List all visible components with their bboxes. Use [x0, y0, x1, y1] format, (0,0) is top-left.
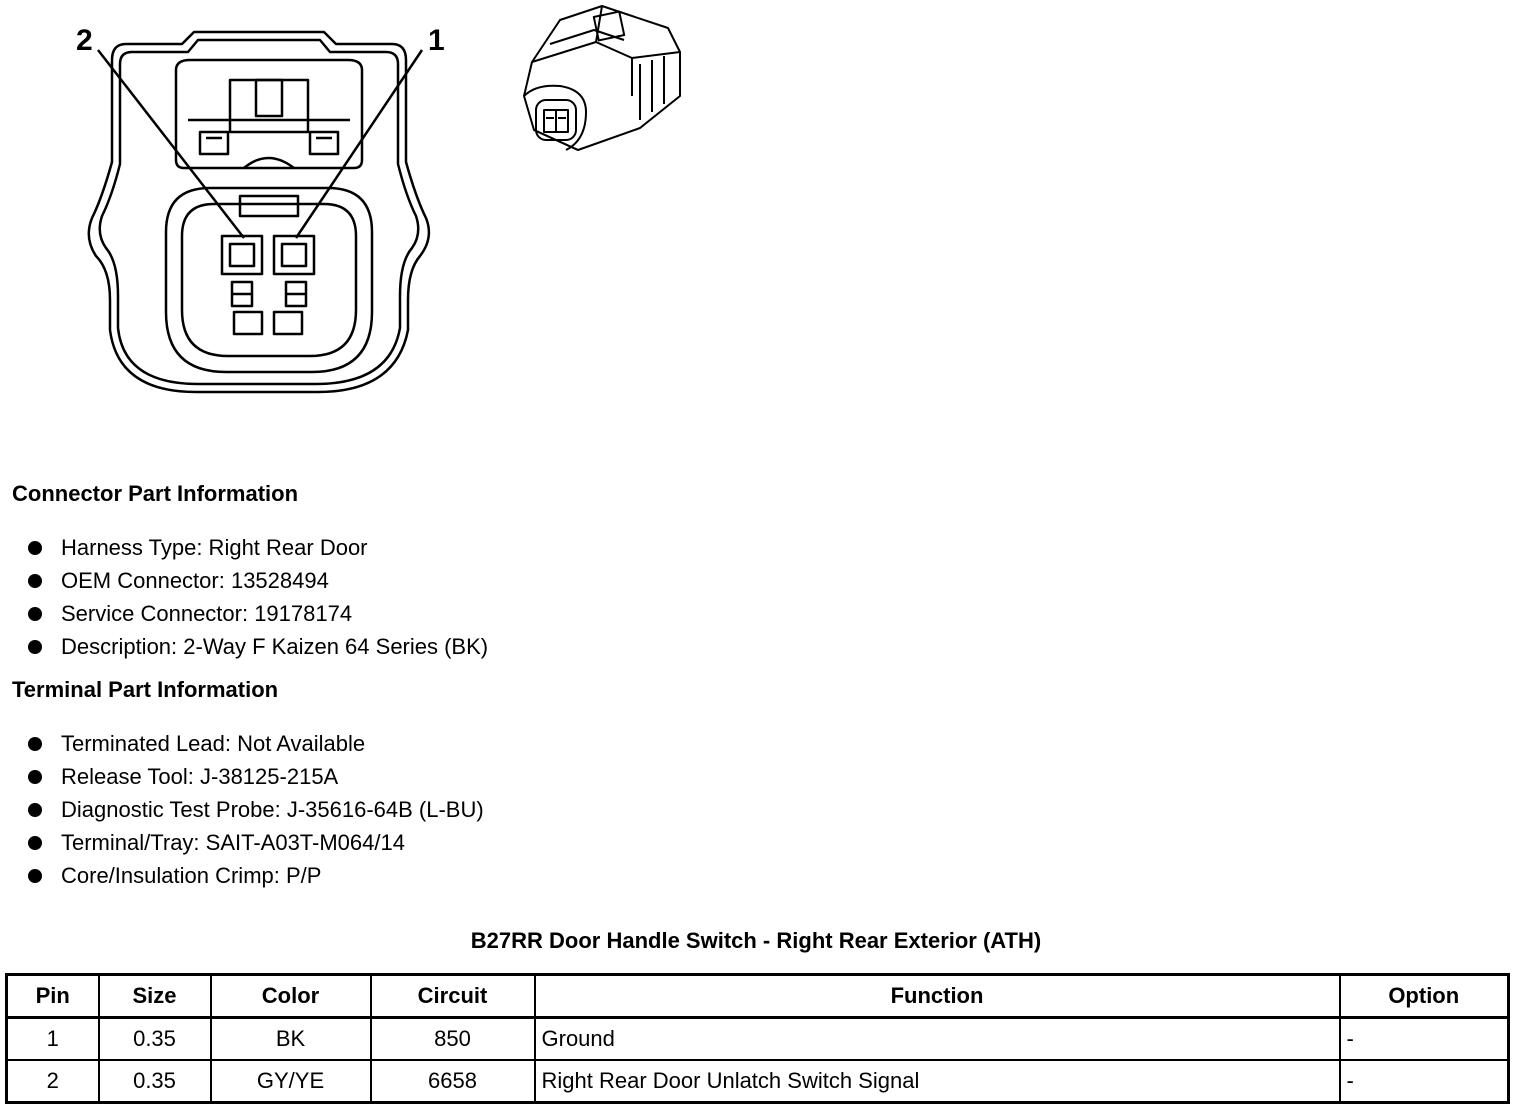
bullet-icon: [28, 607, 42, 621]
column-header-color: Color: [211, 975, 371, 1018]
table-row: [7, 1018, 1509, 1061]
terminal-cavity-inner: [182, 204, 356, 356]
cell-color: GY/YE: [211, 1060, 371, 1103]
bullet-icon: [28, 836, 42, 850]
bullet-icon: [28, 541, 42, 555]
connector-housing-outline: [89, 32, 429, 392]
callout-label-2: 2: [76, 24, 93, 57]
latch-window: [176, 60, 362, 168]
connector-part-info-list: [28, 531, 488, 663]
terminal-pin-1: [274, 236, 314, 306]
cell-size: 0.35: [99, 1060, 211, 1103]
list-item: Harness Type: Right Rear Door: [28, 531, 488, 564]
terminal-part-info-heading: Terminal Part Information: [12, 677, 279, 702]
bullet-icon: [28, 737, 42, 751]
callout-label-1: 1: [428, 24, 445, 57]
cell-pin: 2: [7, 1060, 99, 1103]
column-header-size: Size: [99, 975, 211, 1018]
column-header-function: Function: [535, 975, 1340, 1018]
cell-function: Right Rear Door Unlatch Switch Signal: [535, 1060, 1340, 1103]
connector-thumbnail: [524, 6, 680, 150]
table-header-row: [7, 975, 1509, 1018]
terminal-pin-2: [222, 236, 262, 306]
list-item: Terminal/Tray: SAIT-A03T-M064/14: [28, 826, 484, 859]
cell-circuit: 850: [371, 1018, 535, 1061]
bullet-icon: [28, 869, 42, 883]
callout-leader-1: [296, 50, 422, 238]
terminal-part-info-list: [28, 727, 484, 892]
bullet-icon: [28, 574, 42, 588]
cell-circuit: 6658: [371, 1060, 535, 1103]
list-item: OEM Connector: 13528494: [28, 564, 488, 597]
column-header-circuit: Circuit: [371, 975, 535, 1018]
latch-release: [256, 80, 282, 116]
cell-color: BK: [211, 1018, 371, 1061]
list-item: Core/Insulation Crimp: P/P: [28, 859, 484, 892]
column-header-option: Option: [1340, 975, 1509, 1018]
bullet-icon: [28, 640, 42, 654]
bullet-icon: [28, 803, 42, 817]
table-row: [7, 1060, 1509, 1103]
latch-tab: [230, 80, 308, 132]
list-item: Description: 2-Way F Kaizen 64 Series (BK): [28, 630, 488, 663]
column-header-pin: Pin: [7, 975, 99, 1018]
cell-option: -: [1340, 1060, 1509, 1103]
list-item: Diagnostic Test Probe: J-35616-64B (L-BU): [28, 793, 484, 826]
list-item: Service Connector: 19178174: [28, 597, 488, 630]
connector-part-info-heading: Connector Part Information: [12, 481, 299, 506]
connector-diagram: [0, 0, 760, 420]
list-item: Terminated Lead: Not Available: [28, 727, 484, 760]
list-item: Release Tool: J-38125-215A: [28, 760, 484, 793]
pin-table: [5, 973, 1510, 1104]
cell-pin: 1: [7, 1018, 99, 1061]
cell-option: -: [1340, 1018, 1509, 1061]
bullet-icon: [28, 770, 42, 784]
cell-function: Ground: [535, 1018, 1340, 1061]
cell-size: 0.35: [99, 1018, 211, 1061]
pin-table-title: B27RR Door Handle Switch - Right Rear Exterior (ATH): [470, 928, 1042, 953]
